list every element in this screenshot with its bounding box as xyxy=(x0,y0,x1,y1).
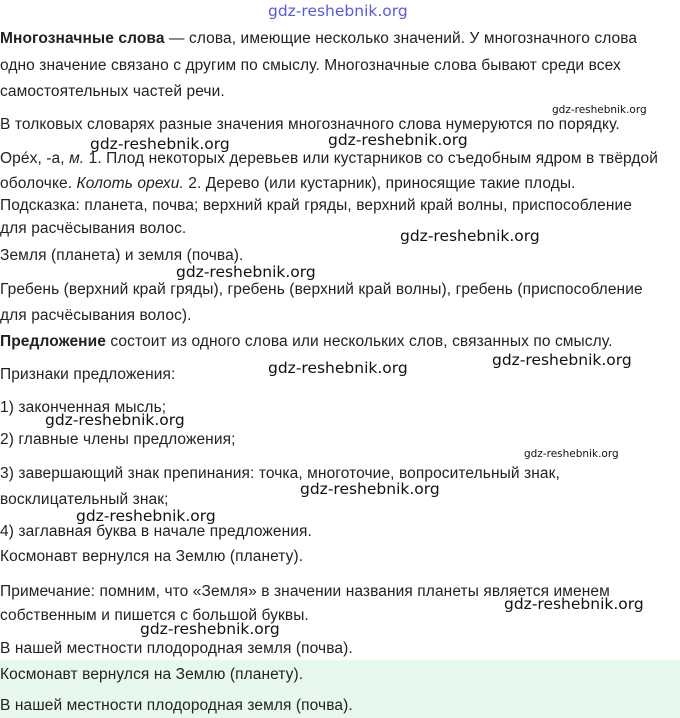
answer-earth: Земля (планета) и земля (почва). xyxy=(0,247,244,264)
sentence-1: Космонавт вернулся на Землю (планету). xyxy=(0,548,304,565)
watermark: gdz-reshebnik.org xyxy=(90,135,230,153)
definition2-text: состоит из одного слова или нескольких слов, связанных по смыслу. xyxy=(106,333,613,350)
entry-example: Колоть орехи. xyxy=(76,175,184,192)
hint-line-1: Подсказка: планета, почва; верхний край гряды, верхний край волны, приспособление xyxy=(0,197,633,214)
watermark: gdz-reshebnik.org xyxy=(300,480,440,498)
entry-head: Орéх, -а, xyxy=(0,150,70,167)
sign-item-2: 2) главные члены предложения; xyxy=(0,431,236,448)
answer-comb-line-1: Гребень (верхний край гряды), гребень (верхний край волны), гребень (приспособление xyxy=(0,281,643,298)
watermark: gdz-reshebnik.org xyxy=(268,359,408,377)
watermark: gdz-reshebnik.org xyxy=(176,263,316,281)
definition-term: Многозначные слова xyxy=(0,30,165,47)
watermark: gdz-reshebnik.org xyxy=(140,620,280,638)
entry-gender: м. xyxy=(69,150,85,167)
definition-text: — слова, имеющие несколько значений. У многозначного слова xyxy=(164,30,638,47)
definition-line-1 xyxy=(0,28,637,50)
watermark: gdz-reshebnik.org xyxy=(552,104,647,116)
definition-line-2: одно значение связано с другим по смыслу. Многозначные слова бывают среди всех xyxy=(0,57,621,74)
entry-line2-end: 2. Дерево (или кустарник), приносящие такие плоды. xyxy=(183,175,576,192)
entry-meaning-1: 1. Плод некоторых деревьев или кустарников со съедобным ядром в твёрдой xyxy=(84,150,659,167)
watermark: gdz-reshebnik.org xyxy=(76,507,216,525)
note-line-1: Примечание: помним, что «Земля» в значении названия планеты является именем xyxy=(0,583,610,600)
watermark: gdz-reshebnik.org xyxy=(400,227,540,245)
definition-line-3: самостоятельных частей речи. xyxy=(0,83,225,100)
sign-item-1: 1) законченная мысль; xyxy=(0,399,167,416)
sign-item-3-cont: восклицательный знак; xyxy=(0,491,169,508)
dictionary-note: В толковых словарях разные значения многозначного слова нумеруются по порядку. xyxy=(0,116,620,133)
definition2-line xyxy=(0,331,613,353)
watermark: gdz-reshebnik.org xyxy=(524,448,619,460)
sign-item-4: 4) заглавная буква в начале предложения. xyxy=(0,523,312,540)
entry-line2-start: оболочке. xyxy=(0,175,77,192)
sign-item-3: 3) завершающий знак препинания: точка, многоточие, вопросительный знак, xyxy=(0,465,560,482)
watermark: gdz-reshebnik.org xyxy=(492,351,632,369)
watermark: gdz-reshebnik.org xyxy=(328,131,468,149)
dictionary-entry-line-2 xyxy=(0,173,576,195)
highlight-line-1: Космонавт вернулся на Землю (планету). xyxy=(0,666,304,683)
highlight-line-2: В нашей местности плодородная земля (почва). xyxy=(0,697,353,714)
answer-comb-line-2: для расчёсывания волос). xyxy=(0,307,192,324)
signs-title: Признаки предложения: xyxy=(0,366,176,383)
watermark: gdz-reshebnik.org xyxy=(45,411,185,429)
definition2-term: Предложение xyxy=(0,333,106,350)
note-line-2: собственным и пишется с большой буквы. xyxy=(0,607,309,624)
hint-line-2: для расчёсывания волос. xyxy=(0,220,187,237)
watermark-top: gdz-reshebnik.org xyxy=(268,2,408,20)
sentence-2: В нашей местности плодородная земля (почва). xyxy=(0,640,353,657)
watermark: gdz-reshebnik.org xyxy=(504,595,644,613)
